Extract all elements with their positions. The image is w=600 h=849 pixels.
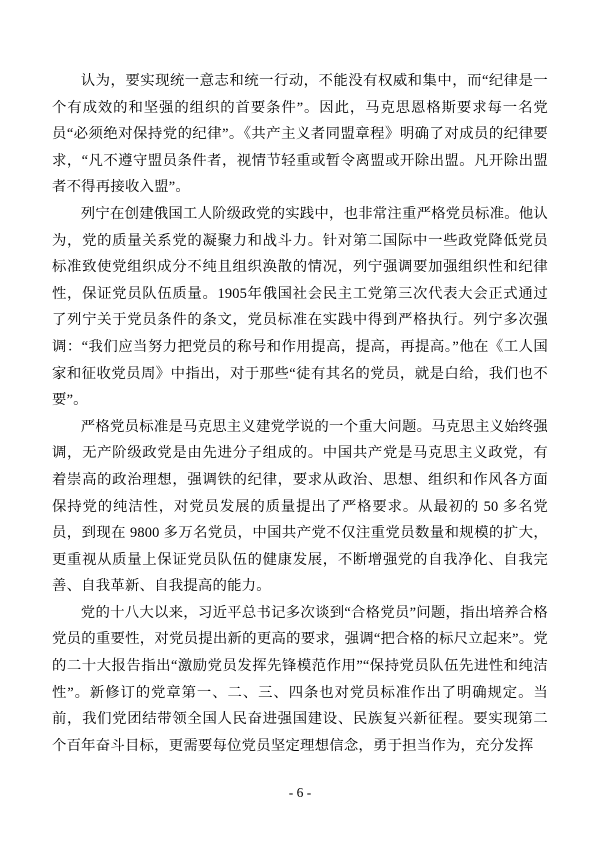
page-number: - 6 - [288,785,312,800]
paragraph-2: 列宁在创建俄国工人阶级政党的实践中，也非常注重严格党员标准。他认为，党的质量关系党的凝聚力和战斗力。针对第二国际中一些政党降低党员标准致使党组织成分不纯且组织涣散的情况，列宁强调要加强组织性和纪律性，保证党员队伍质量。1905年俄国社会民主工党第三次代表大会正式通过了列宁关于党员条件的条文，党员标准在实践中得到严格执行。列宁多次强调：“我们应当努力把党员的称号和作用提高，提高，再提高。”他在《工人国家和征收党员周》中指出，对于那些“徒有其名的党员，就是白给，我们也不要”。 [52,205,548,409]
paragraph-4: 党的十八大以来，习近平总书记多次谈到“合格党员”问题，指出培养合格党员的重要性，对党员提出新的更高的要求，强调“把合格的标尺立起来”。党的二十大报告指出“激励党员发挥先锋模范作用”“保持党员队伍先进性和纯洁性”。新修订的党章第一、二、三、四条也对党员标准作出了明确规定。当前，我们党团结带领全国人民奋进强国建设、民族复兴新征程。要实现第二个百年奋斗目标，更需要每位党员坚定理想信念，勇于担当作为，充分发挥 [52,604,548,754]
paragraph-3: 严格党员标准是马克思主义建党学说的一个重大问题。马克思主义始终强调，无产阶级政党是由先进分子组成的。中国共产党是马克思主义政党，有着崇高的政治理想，强调铁的纪律，要求从政治、思想、组织和作风各方面保持党的纯洁性，对党员发展的质量提出了严格要求。从最初的 50 多名党员，到现在 9800 多万名党员，中国共产党不仅注重党员数量和规模的扩大，更重视从质量上保证党员队伍的健康发展，不断增强党的自我净化、自我完善、自我革新、自我提高的能力。 [52,418,548,595]
document-body [52,68,548,759]
paragraph-1: 认为，要实现统一意志和统一行动，不能没有权威和集中，而“纪律是一个有成效的和坚强的组织的首要条件”。因此，马克思恩格斯要求每一名党员“必须绝对保持党的纪律”。《共产主义者同盟章程》明确了对成员的纪律要求，“凡不遵守盟员条件者，视情节轻重或暂令离盟或开除出盟。凡开除出盟者不得再接收入盟”。 [52,73,548,196]
